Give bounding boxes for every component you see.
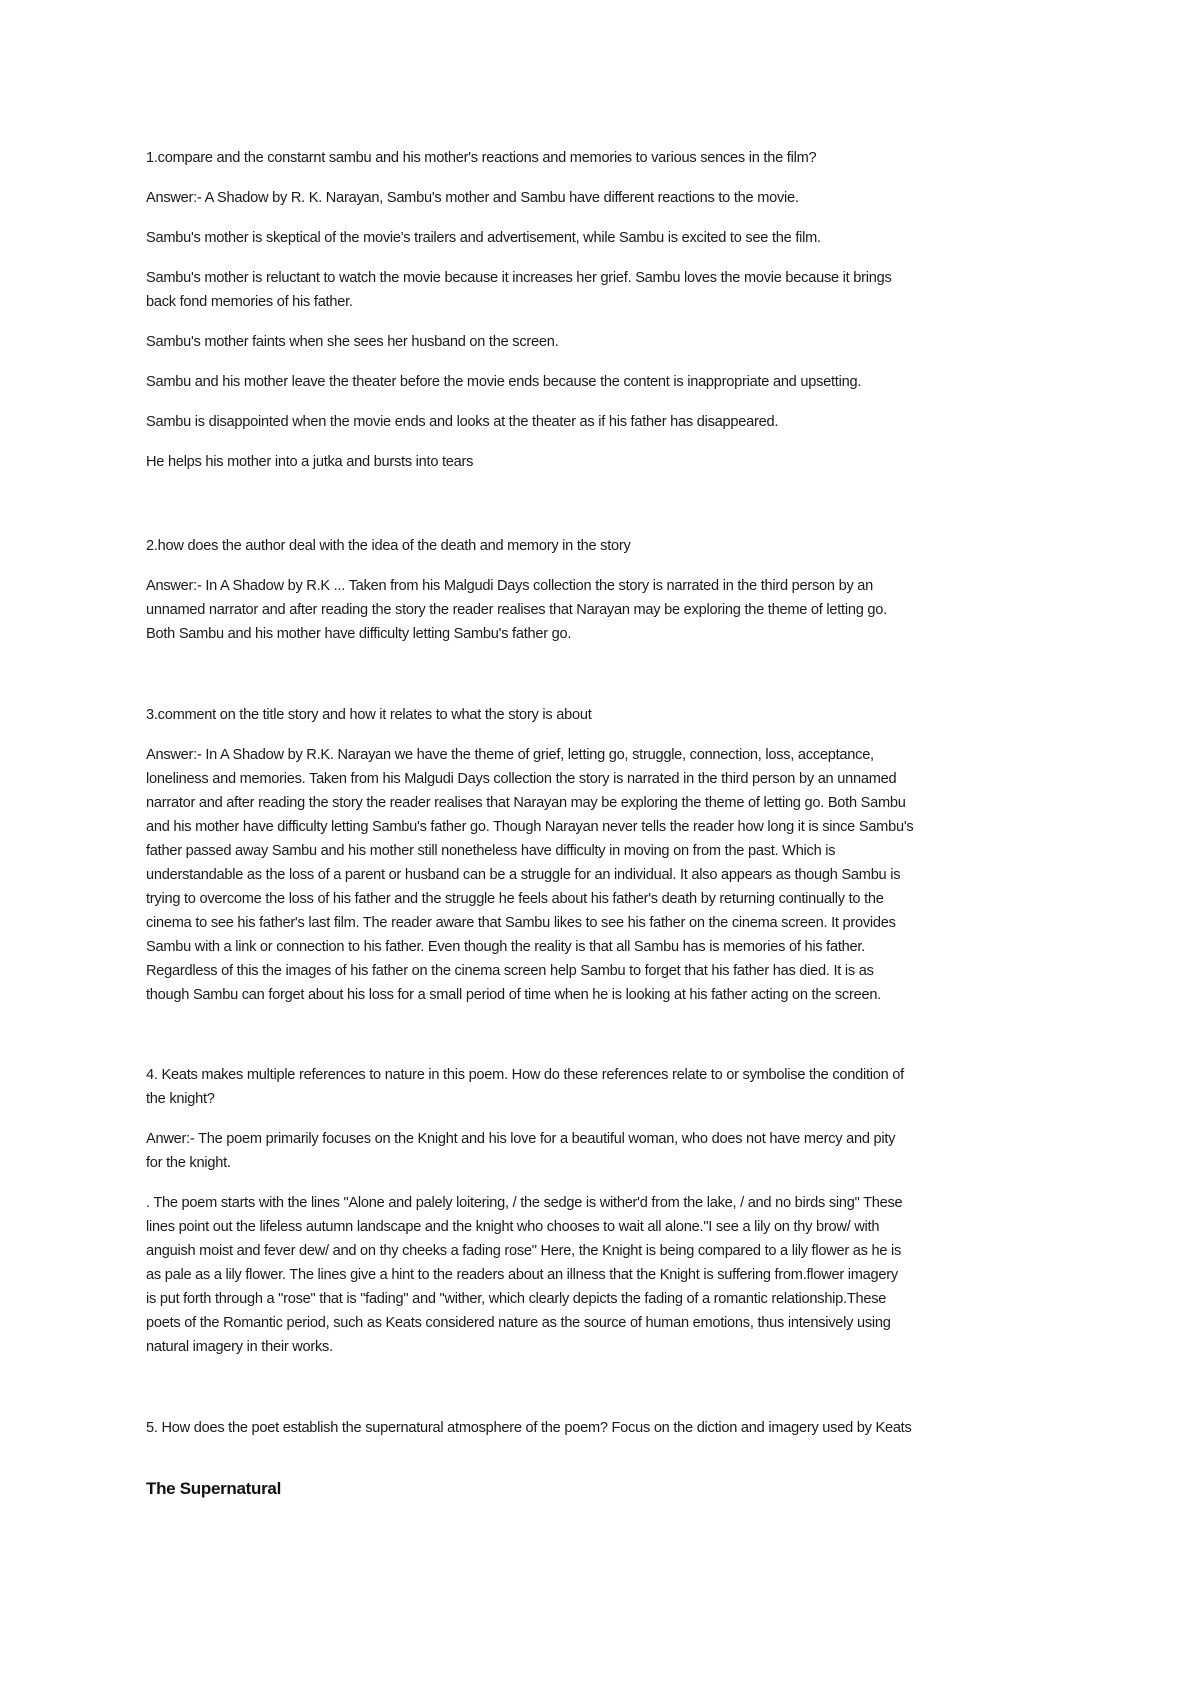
answer-4-paragraph-2-line-6: poets of the Romantic period, such as Keats considered nature as the source of human emotions, thus intensively using	[146, 1315, 891, 1331]
question-4-line-2: the knight?	[146, 1091, 215, 1107]
answer-1-paragraph-4: Sambu's mother faints when she sees her husband on the screen.	[146, 334, 559, 350]
answer-3-line-11: though Sambu can forget about his loss for a small period of time when he is looking at his father acting on the screen.	[146, 987, 881, 1003]
answer-3-line-1: Answer:- In A Shadow by R.K. Narayan we have the theme of grief, letting go, struggle, connection, loss, acceptance,	[146, 747, 874, 763]
answer-3-line-10: Regardless of this the images of his father on the cinema screen help Sambu to forget that his father has died. It is as	[146, 963, 874, 979]
question-1: 1.compare and the constarnt sambu and his mother's reactions and memories to various sences in the film?	[146, 150, 817, 166]
answer-3-line-9: Sambu with a link or connection to his father. Even though the reality is that all Sambu has is memories of his father.	[146, 939, 865, 955]
answer-3-line-6: understandable as the loss of a parent or husband can be a struggle for an individual. It also appears as though Sambu is	[146, 867, 901, 883]
answer-2-line-1: Answer:- In A Shadow by R.K ... Taken from his Malgudi Days collection the story is narrated in the third person by an	[146, 578, 874, 594]
answer-1-paragraph-6: Sambu is disappointed when the movie ends and looks at the theater as if his father has disappeared.	[146, 414, 779, 430]
answer-4-paragraph-2-line-5: is put forth through a "rose" that is "fading" and "wither, which clearly depicts the fading of a romantic relationship.These	[146, 1291, 887, 1307]
answer-1-paragraph-3-line-2: back fond memories of his father.	[146, 294, 353, 310]
answer-3-line-3: narrator and after reading the story the reader realises that Narayan may be exploring the theme of letting go. Both Sambu	[146, 795, 906, 811]
answer-1-paragraph-7: He helps his mother into a jutka and bursts into tears	[146, 454, 474, 470]
answer-3-line-4: and his mother have difficulty letting Sambu's father go. Though Narayan never tells the reader how long it is since Sambu's	[146, 819, 914, 835]
question-2: 2.how does the author deal with the idea of the death and memory in the story	[146, 538, 631, 554]
answer-4-paragraph-2-line-7: natural imagery in their works.	[146, 1339, 333, 1355]
answer-4-paragraph-2-line-2: lines point out the lifeless autumn landscape and the knight who chooses to wait all alone."I see a lily on thy brow/ with	[146, 1219, 880, 1235]
answer-2-line-3: Both Sambu and his mother have difficulty letting Sambu's father go.	[146, 626, 572, 642]
answer-1-paragraph-1: Answer:- A Shadow by R. K. Narayan, Sambu's mother and Sambu have different reactions to the movie.	[146, 190, 799, 206]
answer-4-paragraph-2-line-1: . The poem starts with the lines "Alone and palely loitering, / the sedge is wither'd from the lake, / and no birds sing" These	[146, 1195, 903, 1211]
answer-3-line-7: trying to overcome the loss of his father and the struggle he feels about his father's death by returning continually to the	[146, 891, 884, 907]
answer-1-paragraph-3-line-1: Sambu's mother is reluctant to watch the movie because it increases her grief. Sambu loves the movie because it brings	[146, 270, 892, 286]
question-4-line-1: 4. Keats makes multiple references to nature in this poem. How do these references relate to or symbolise the condition of	[146, 1067, 904, 1083]
subheading-supernatural: The Supernatural	[146, 1479, 282, 1498]
answer-1-paragraph-5: Sambu and his mother leave the theater before the movie ends because the content is inappropriate and upsetting.	[146, 374, 862, 390]
answer-4-paragraph-2-line-3: anguish moist and fever dew/ and on thy cheeks a fading rose" Here, the Knight is being compared to a lily flower as he is	[146, 1243, 902, 1259]
question-5: 5. How does the poet establish the supernatural atmosphere of the poem? Focus on the diction and imagery used by Keats	[146, 1420, 912, 1436]
answer-3-line-5: father passed away Sambu and his mother still nonetheless have difficulty in moving on from the past. Which is	[146, 843, 836, 859]
answer-3-line-2: loneliness and memories. Taken from his Malgudi Days collection the story is narrated in the third person by an unnamed	[146, 771, 897, 787]
answer-1-paragraph-2: Sambu's mother is skeptical of the movie's trailers and advertisement, while Sambu is excited to see the film.	[146, 230, 821, 246]
answer-4-paragraph-1-line-2: for the knight.	[146, 1155, 231, 1171]
answer-4-paragraph-1-line-1: Anwer:- The poem primarily focuses on the Knight and his love for a beautiful woman, who does not have mercy and pity	[146, 1131, 896, 1147]
answer-2-line-2: unnamed narrator and after reading the story the reader realises that Narayan may be exploring the theme of letting go.	[146, 602, 887, 618]
answer-3-line-8: cinema to see his father's last film. The reader aware that Sambu likes to see his father on the cinema screen. It provides	[146, 915, 896, 931]
question-3: 3.comment on the title story and how it relates to what the story is about	[146, 707, 592, 723]
answer-4-paragraph-2-line-4: as pale as a lily flower. The lines give a hint to the readers about an illness that the Knight is suffering from.flower imagery	[146, 1267, 898, 1283]
